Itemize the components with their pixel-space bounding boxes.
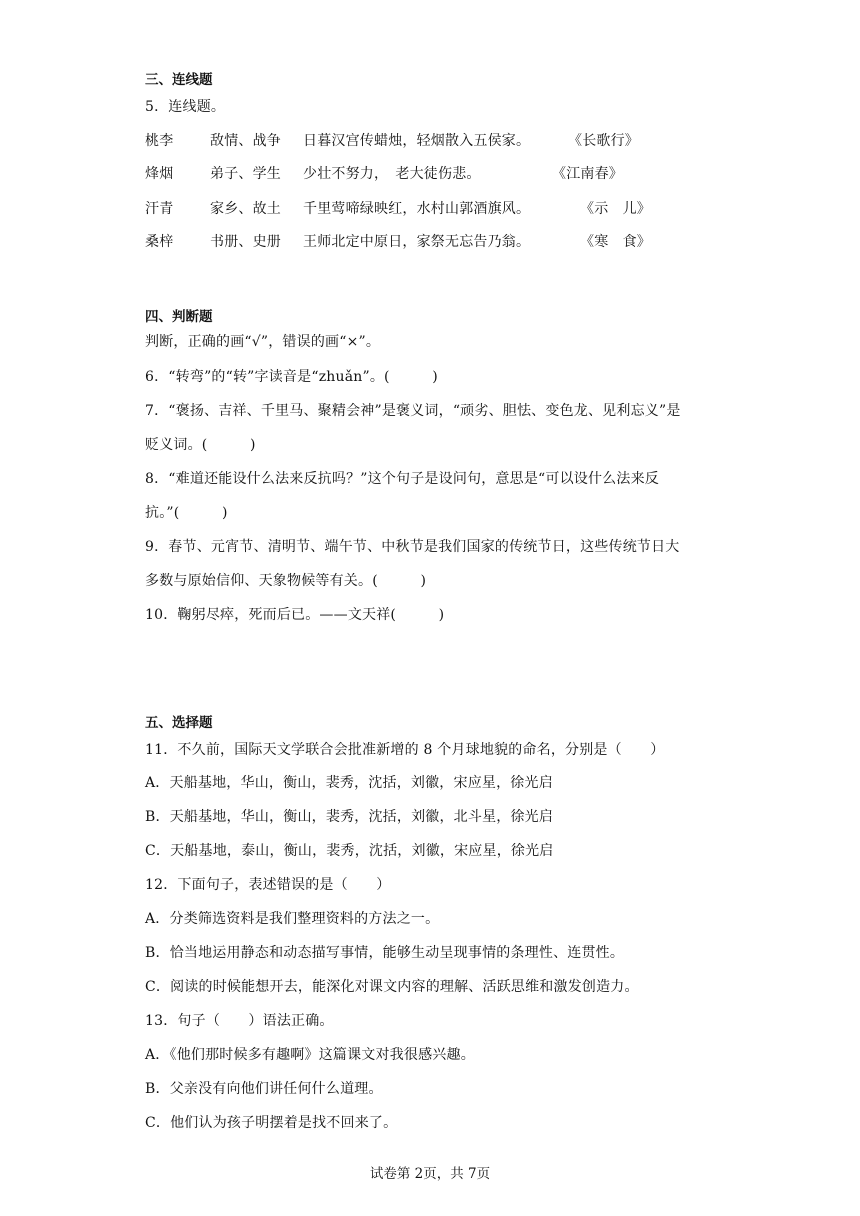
- question-11: 11．不久前，国际天文学联合会批准新增的 8 个月球地貌的命名，分别是（ ）: [145, 742, 665, 758]
- question-10: 10．鞠躬尽瘁，死而后已。——文天祥( ): [145, 607, 445, 623]
- matching-col2: 弟子、学生: [210, 166, 281, 182]
- option-c: C．阅读的时候能想开去，能深化对课文内容的理解、活跃思维和激发创造力。: [145, 979, 639, 995]
- option-a: A．分类筛选资料是我们整理资料的方法之一。: [145, 911, 440, 927]
- matching-col1: 汗青: [145, 201, 174, 217]
- question-9: 9．春节、元宵节、清明节、端午节、中秋节是我们国家的传统节日，这些传统节日大: [145, 539, 680, 555]
- matching-col2: 书册、史册: [210, 234, 281, 250]
- question-8-cont: 抗。”( ): [145, 505, 228, 521]
- matching-col4: 《示 儿》: [580, 201, 651, 217]
- question-8: 8．“难道还能设什么法来反抗吗？”这个句子是设问句，意思是“可以设什么法来反: [145, 471, 659, 487]
- option-b: B．恰当地运用静态和动态描写事情，能够生动呈现事情的条理性、连贯性。: [145, 945, 625, 961]
- question-12: 12．下面句子，表述错误的是（ ）: [145, 877, 391, 893]
- option-a: A．《他们那时候多有趣啊》这篇课文对我很感兴趣。: [145, 1047, 475, 1063]
- question-7: 7．“褒扬、吉祥、千里马、聚精会神”是褒义词，“顽劣、胆怯、变色龙、见利忘义”是: [145, 403, 681, 419]
- question-13: 13．句子（ ）语法正确。: [145, 1013, 334, 1029]
- page-footer: 试卷第 2页，共 7页: [369, 1166, 491, 1182]
- matching-col2: 家乡、故土: [210, 201, 281, 217]
- matching-col3: 日暮汉宫传蜡烛，轻烟散入五侯家。: [303, 133, 531, 149]
- section-4-heading: 四、判断题: [145, 309, 213, 325]
- matching-col1: 桃李: [145, 133, 174, 149]
- question-5: 5．连线题。: [145, 99, 226, 115]
- matching-col1: 烽烟: [145, 166, 174, 182]
- option-c: C．他们认为孩子明摆着是找不回来了。: [145, 1115, 398, 1131]
- matching-col3: 千里莺啼绿映红，水村山郭酒旗风。: [303, 201, 531, 217]
- matching-col4: 《长歌行》: [568, 133, 639, 149]
- question-9-cont: 多数与原始信仰、天象物候等有关。( ): [145, 573, 427, 589]
- matching-col3: 少壮不努力， 老大徒伤悲。: [303, 166, 481, 182]
- option-b: B．天船基地，华山，衡山，裴秀，沈括，刘徽，北斗星，徐光启: [145, 809, 554, 825]
- option-a: A．天船基地，华山，衡山，裴秀，沈括，刘徽，宋应星，徐光启: [145, 775, 553, 791]
- option-c: C．天船基地，泰山，衡山，裴秀，沈括，刘徽，宋应星，徐光启: [145, 843, 554, 859]
- question-7-cont: 贬义词。( ): [145, 437, 256, 453]
- matching-col3: 王师北定中原日，家祭无忘告乃翁。: [303, 234, 531, 250]
- question-6: 6．“转弯”的“转”字读音是“zhuǎn”。( ): [145, 369, 438, 385]
- matching-col4: 《江南春》: [552, 166, 623, 182]
- section-3-heading: 三、连线题: [145, 72, 213, 88]
- option-b: B．父亲没有向他们讲任何什么道理。: [145, 1081, 383, 1097]
- matching-col1: 桑梓: [145, 234, 174, 250]
- instruction-text: 判断，正确的画“√”，错误的画“×”。: [145, 334, 381, 350]
- matching-col4: 《寒 食》: [580, 234, 651, 250]
- matching-col2: 敌情、战争: [210, 133, 281, 149]
- section-5-heading: 五、选择题: [145, 715, 213, 731]
